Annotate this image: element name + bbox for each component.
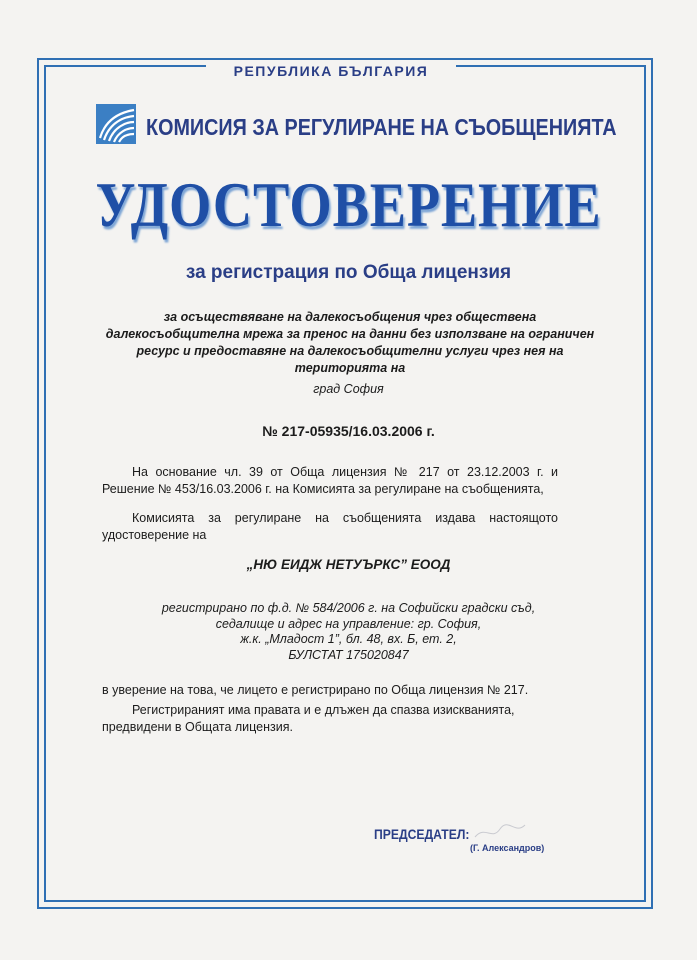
commission-header: [96, 104, 617, 148]
signature-mark: [470, 815, 550, 845]
chairman-name: (Г. Александров): [470, 843, 545, 853]
commission-name: КОМИСИЯ ЗА РЕГУЛИРАНЕ НА СЪОБЩЕНИЯТА: [146, 114, 617, 140]
republic-heading: РЕПУБЛИКА БЪЛГАРИЯ: [206, 60, 456, 82]
company-registration: [0, 601, 697, 663]
crc-wave-logo-icon: [96, 104, 136, 144]
certificate-title: УДОСТОВЕРЕНИЕ: [95, 169, 602, 240]
certify-statement: в уверение на това, че лицето е регистрирано по Обща лицензия № 217.: [102, 683, 529, 697]
territory-city: град София: [313, 382, 384, 396]
registration-bulstat-line: БУЛСТАТ 175020847: [288, 647, 409, 662]
registration-seat-line: седалище и адрес на управление: гр. София,: [215, 616, 482, 631]
rights-statement: Регистрираният има правата и е длъжен да спазва изискванията, предвидени в Общата лицензия.: [102, 703, 515, 734]
company-name: „НЮ ЕИДЖ НЕТУЪРКС” ЕООД: [246, 557, 451, 572]
chairman-label: ПРЕДСЕДАТЕЛ:: [374, 827, 470, 842]
registration-court-line: регистрирано по ф.д. № 584/2006 г. на Софийски градски съд,: [161, 601, 536, 615]
license-scope: за осъществяване на далекосъобщения чрез обществена далекосъобщителна мрежа за пренос на данни без използване на ограничен ресурс и предоставяне на далекосъобщителни услуги чрез нея на територията на: [105, 310, 595, 375]
registration-address-line: ж.к. „Младост 1”, бл. 48, вх. Б, ет. 2,: [240, 632, 457, 646]
legal-basis-paragraph: На основание чл. 39 от Обща лицензия № 217 от 23.12.2003 г. и Решение № 453/16.03.2006 г. на Комисията за регулиране на съобщенията,: [102, 465, 558, 496]
certificate-subtitle: за регистрация по Обща лицензия: [185, 262, 512, 283]
certificate-number: № 217-05935/16.03.2006 г.: [262, 423, 435, 439]
issuer-paragraph: Комисията за регулиране на съобщенията издава настоящото удостоверение на: [102, 511, 558, 542]
